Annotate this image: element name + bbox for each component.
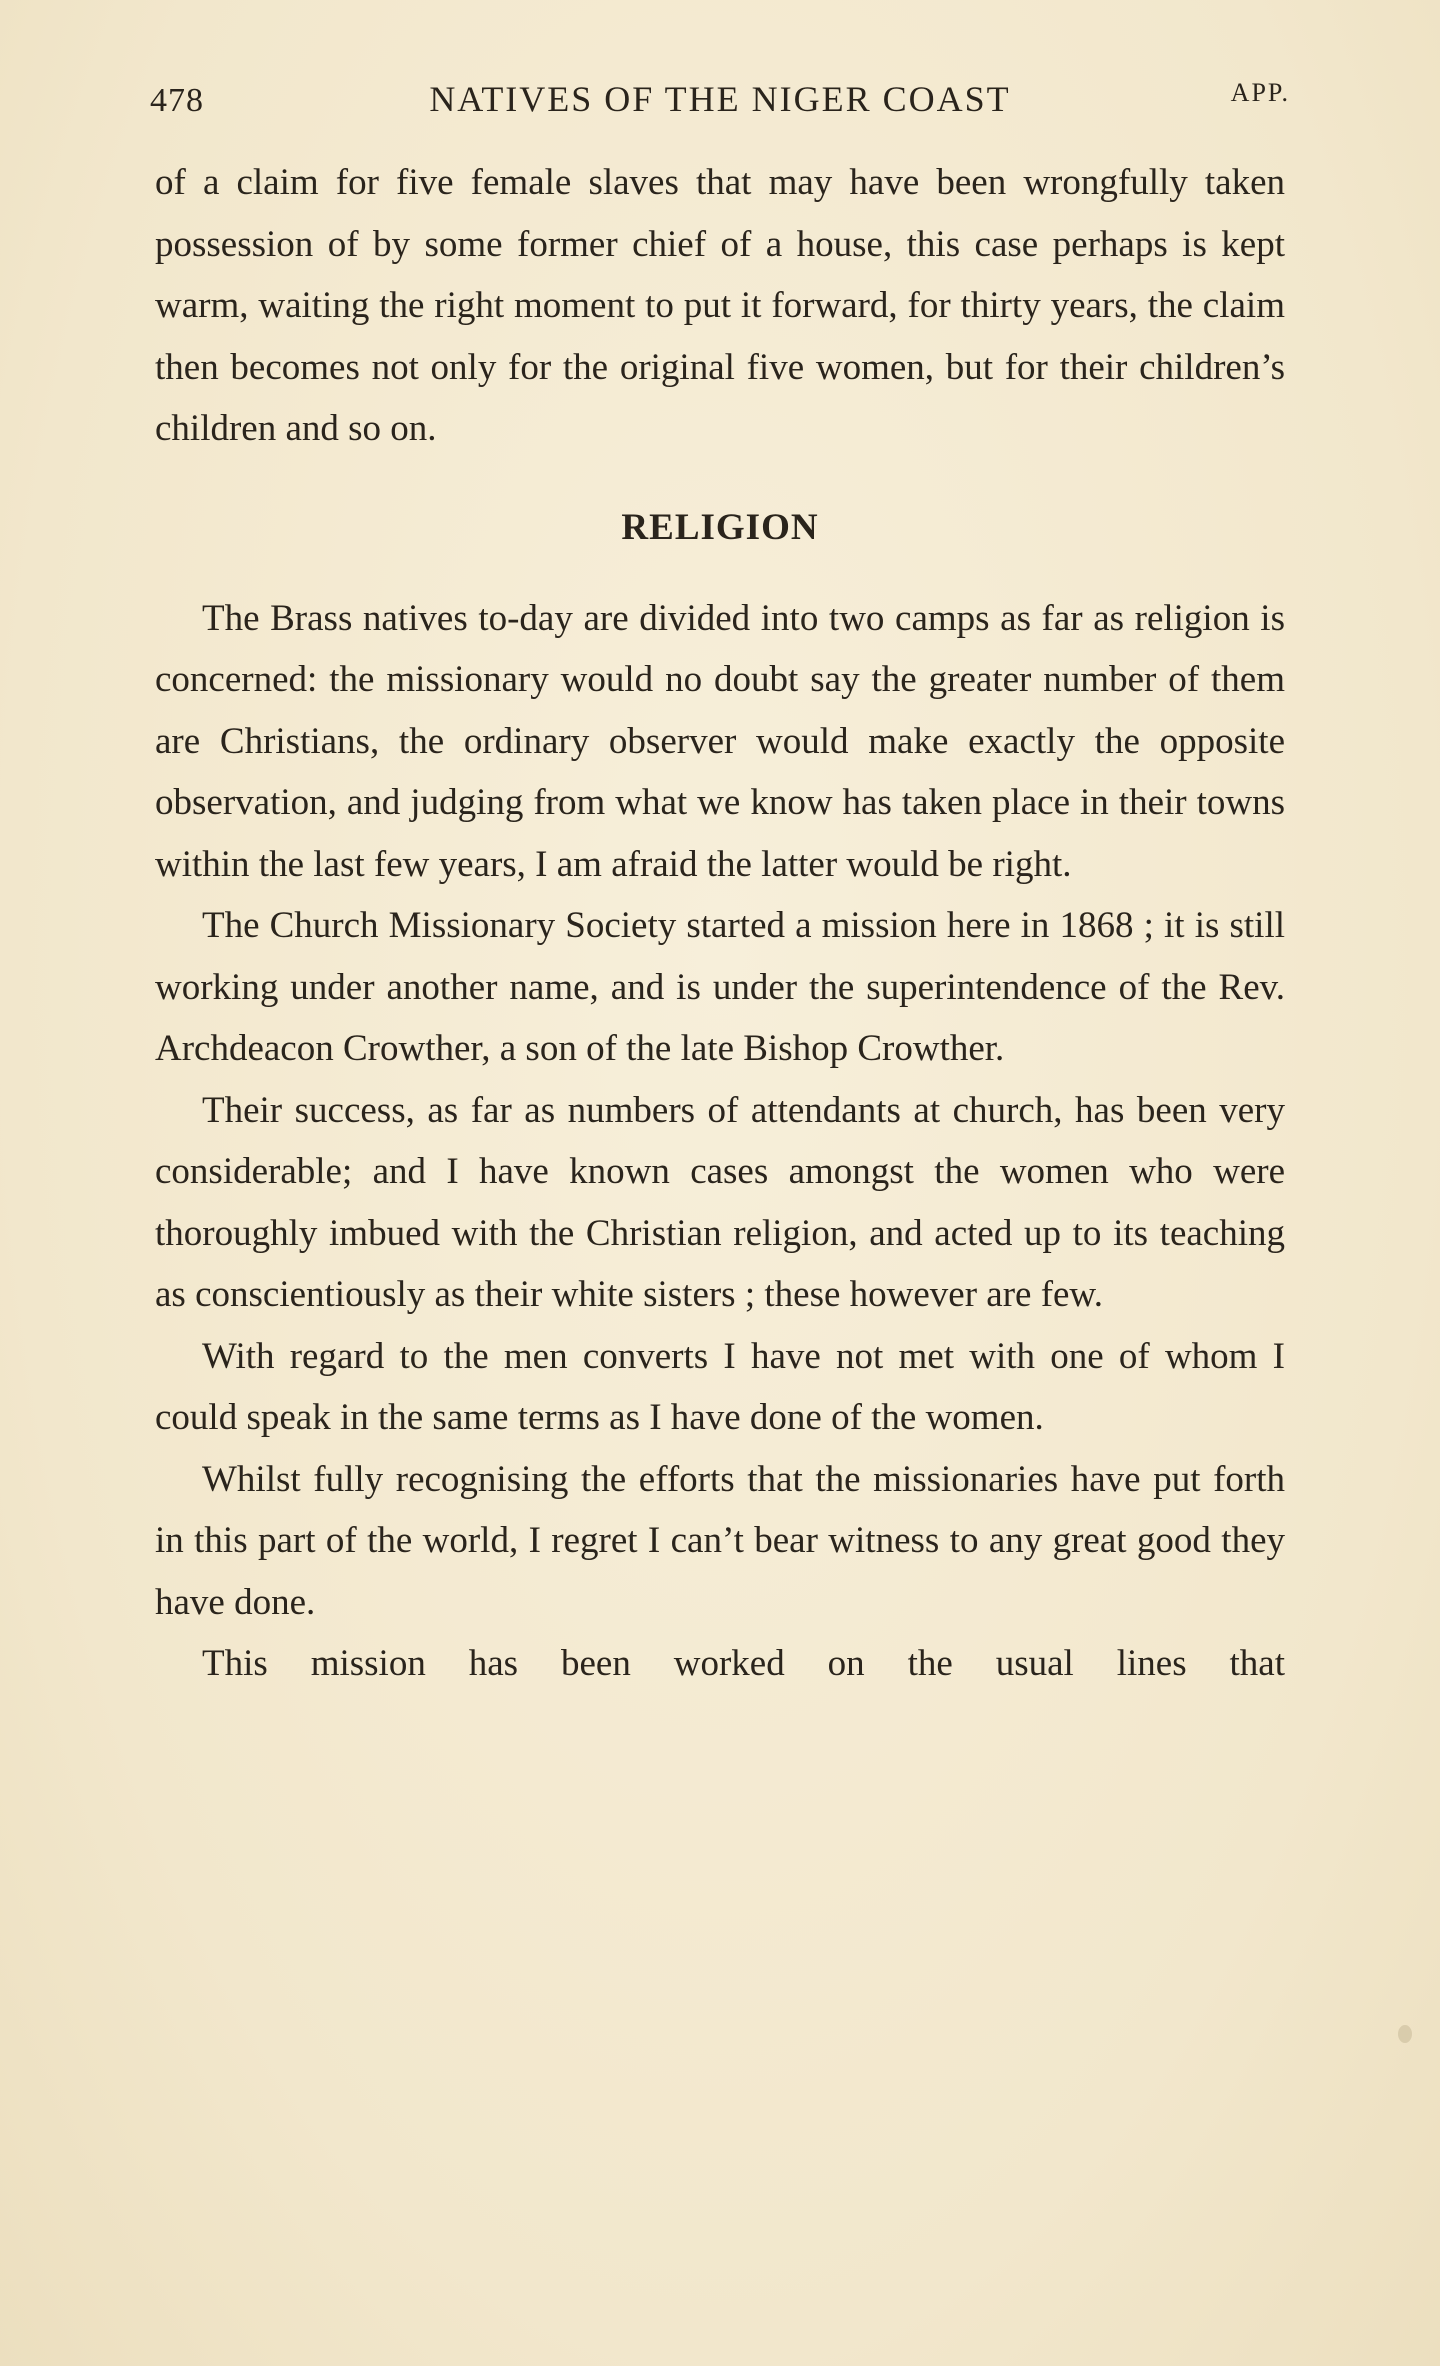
paragraph-brass-natives: The Brass natives to-day are divided into two camps as far as religion is concerned: the missionary would no doubt say the greater number of them are Christians, the ordinary observer would make exactly the opposite observation, and judging from what we know has taken place in their towns within the last few years, I am afraid the latter would be right. [155, 597, 1285, 885]
running-head [150, 78, 1290, 128]
body-text [155, 152, 1285, 1695]
section-heading: RELIGION [621, 506, 819, 548]
section-abbrev: APP. [1230, 78, 1290, 107]
paragraph-men-converts: With regard to the men converts I have not met with one of whom I could speak in the same terms as I have done of the women. [155, 1335, 1285, 1438]
paragraph-this-mission: This mission has been worked on the usual lines that [202, 1643, 1285, 1684]
paragraph-whilst-fully: Whilst fully recognising the efforts that the missionaries have put forth in this part of the world, I regret I can’t bear witness to any great good they have done. [155, 1458, 1285, 1623]
opening-paragraph: of a claim for five female slaves that may have been wrongfully taken possession of by some former chief of a house, this case perhaps is kept warm, waiting the right moment to put it forward, for thirty years, the claim then becomes not only for the original five women, but for their children’s children and so on. [155, 162, 1285, 449]
paper-speck [1398, 2025, 1412, 2043]
running-title: NATIVES OF THE NIGER COAST [429, 79, 1011, 119]
paragraph-their-success: Their success, as far as numbers of attendants at church, has been very considerable; and I have known cases amongst the women who were thoroughly imbued with the Christian religion, and acted up to its teaching as conscientiously as their white sisters ; these however are few. [155, 1089, 1285, 1315]
page-number: 478 [150, 82, 204, 119]
paragraph-church-missionary-society: The Church Missionary Society started a mission here in 1868 ; it is still working under another name, and is under the superintendence of the Rev. Archdeacon Crowther, a son of the late Bishop Crowther. [155, 905, 1285, 1069]
